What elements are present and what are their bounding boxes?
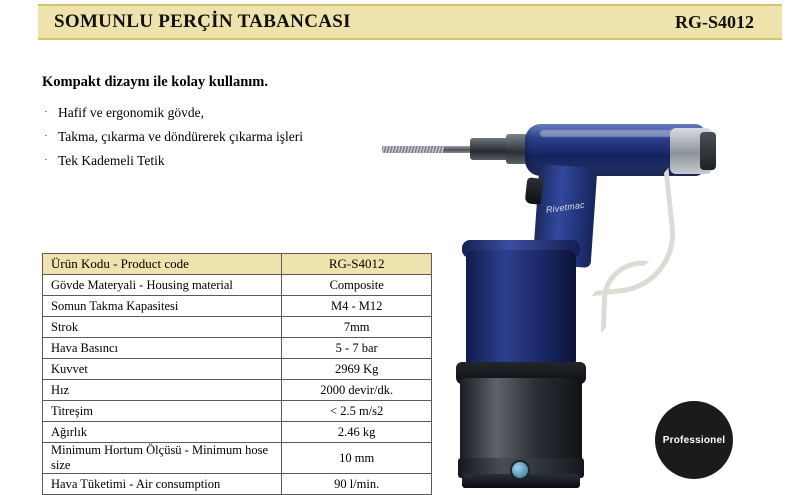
canister-body [460, 378, 582, 464]
spec-value: M4 - M12 [282, 296, 432, 317]
brand-label: Rivetmac [545, 199, 586, 216]
page-title: SOMUNLU PERÇİN TABANCASI [54, 11, 351, 32]
list-item [42, 104, 372, 121]
status-badge-label: Professionel [662, 434, 726, 446]
nose-sleeve [470, 138, 510, 160]
spec-value: RG-S4012 [282, 254, 432, 275]
bullet-dot-icon: · [44, 130, 48, 142]
spec-label: Minimum Hortum Ölçüsü - Minimum hose size [43, 443, 282, 474]
product-code-header: RG-S4012 [674, 11, 754, 32]
spec-value: 7mm [282, 317, 432, 338]
spec-label: Ağırlık [43, 422, 282, 443]
spec-label: Titreşim [43, 401, 282, 422]
head-highlight [540, 130, 680, 137]
spec-label: Kuvvet [43, 359, 282, 380]
spec-label: Hava Basıncı [43, 338, 282, 359]
spec-value: 2969 Kg [282, 359, 432, 380]
threaded-mandrel-icon [382, 146, 444, 153]
page-header-band [38, 4, 782, 40]
feature-bullet-list [42, 104, 372, 176]
spec-value: 10 mm [282, 443, 432, 474]
bullet-dot-icon: · [44, 106, 48, 118]
spec-value: 5 - 7 bar [282, 338, 432, 359]
spec-value: 2.46 kg [282, 422, 432, 443]
status-badge [655, 401, 733, 479]
trigger-lever [525, 177, 544, 205]
spec-value: < 2.5 m/s2 [282, 401, 432, 422]
body-column [466, 250, 576, 368]
gauge-icon [510, 460, 530, 480]
list-item-label: Hafif ve ergonomik gövde, [58, 105, 204, 120]
list-item [42, 152, 372, 169]
spec-label: Strok [43, 317, 282, 338]
spec-label: Hız [43, 380, 282, 401]
spec-value: 2000 devir/dk. [282, 380, 432, 401]
rear-cap [700, 132, 716, 170]
spec-value: 90 l/min. [282, 474, 432, 495]
list-item-label: Takma, çıkarma ve döndürerek çıkarma işleri [58, 129, 303, 144]
spec-label: Ürün Kodu - Product code [43, 254, 282, 275]
spec-label: Hava Tüketimi - Air consumption [43, 474, 282, 495]
spec-label: Gövde Materyali - Housing material [43, 275, 282, 296]
spec-value: Composite [282, 275, 432, 296]
intro-headline: Kompakt dizaynı ile kolay kullanım. [42, 74, 269, 90]
spec-label: Somun Takma Kapasitesi [43, 296, 282, 317]
bullet-dot-icon: · [44, 154, 48, 166]
list-item-label: Tek Kademeli Tetik [58, 153, 165, 168]
list-item [42, 128, 372, 145]
